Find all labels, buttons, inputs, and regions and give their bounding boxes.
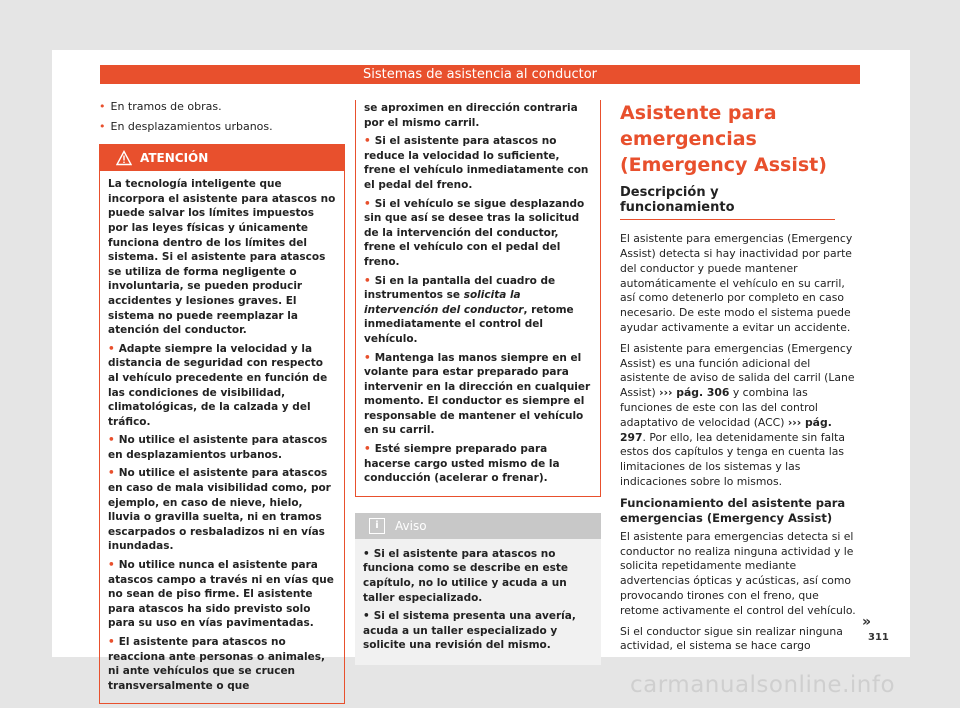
warning-body: [100, 171, 344, 703]
warning-intro: La tecnología inteligente que incorpora el asistente para atascos no puede salvar los límites impuestos por las leyes físicas y únicamente funciona dentro de los límites del sistema. Si el asistente para atascos se utiliza de forma negligente o involuntaria, se pueden producir accidentes y lesiones graves. El sistema no puede reemplazar la atención del conductor.: [108, 178, 336, 337]
note-body: [355, 539, 601, 665]
list-item: • No utilice el asistente para atascos en desplazamientos urbanos.: [108, 434, 328, 461]
list-item: • No utilice el asistente para atascos en caso de mala visibilidad como, por ejemplo, en caso de nieve, hielo, lluvia o gravilla suelta, ni en tramos escarpados o resbaladizos ni en vías inundadas.: [108, 467, 331, 553]
column-1: [99, 100, 345, 704]
page-reference-link[interactable]: ››› pág. 306: [659, 386, 730, 400]
list-item: • No utilice nunca el asistente para atascos campo a través ni en vías que no sean de piso firme. El asistente para atascos ha sido previsto solo para su uso en vías pavimentadas.: [108, 559, 334, 630]
list-item: • El asistente para atascos no reacciona ante personas o animales, ni ante vehículos que se crucen transversalmente o que: [108, 636, 325, 692]
warning-title: ATENCIÓN: [140, 150, 209, 165]
warning-triangle-icon: [116, 150, 132, 166]
watermark: carmanualsonline.info: [630, 672, 896, 698]
list-item: • En tramos de obras.: [99, 100, 222, 113]
list-item: • Si el asistente para atascos no funciona como se describe en este capítulo, no lo utilice y acuda a un taller especializado.: [363, 547, 568, 604]
list-item: • Si el asistente para atascos no reduce la velocidad lo suficiente, frene el vehículo inmediatamente con el pedal del freno.: [364, 135, 589, 191]
list-item: • Esté siempre preparado para hacerse cargo usted mismo de la conducción (acelerar o frenar).: [364, 443, 560, 485]
list-item: • En desplazamientos urbanos.: [99, 119, 273, 133]
info-icon: i: [369, 518, 385, 534]
list-item: • Adapte siempre la velocidad y la distancia de seguridad con respecto al vehículo precedente en función de las condiciones de visibilidad, climatológicas, de la calzada y del tráfico.: [108, 342, 328, 428]
italic-message: solicita la intervención del conductor: [364, 289, 524, 316]
page-number: 311: [868, 632, 889, 643]
warning-box: [99, 144, 345, 704]
heading: Funcionamiento del asistente para emergencias (Emergency Assist): [620, 495, 846, 525]
list-item: • Si el vehículo se sigue desplazando sin que así se desee tras la solicitud de la intervención del conductor, frene el vehículo con el pedal del freno.: [364, 197, 585, 268]
continue-mark: »: [862, 614, 872, 630]
paragraph: El asistente para emergencias (Emergency Assist) es una función adicional del asistente de aviso de salida del carril (Lane Assist) ››› pág. 306 y combina las funciones de este con las del control adaptativo de velocidad (ACC) ››› pág. 297. Por ello, lea detenidamente sin falta estos dos capítulos y tenga en cuenta las limitaciones de los sistemas y las indicaciones sobre lo mismos.: [620, 341, 855, 488]
list-item: • Mantenga las manos siempre en el volante para estar preparado para intervenir en la dirección en cualquier momento. El conductor es siempre el responsable de mantener el vehículo en su carril.: [364, 351, 591, 437]
note-header: [355, 513, 601, 539]
paragraph: Si el conductor sigue sin realizar ninguna actividad, el sistema se hace cargo: [620, 624, 843, 653]
warning-header: [100, 145, 344, 171]
page-reference-link[interactable]: ››› pág. 297: [620, 415, 832, 444]
page-header: Sistemas de asistencia al conductor: [100, 65, 860, 84]
subsection-title: Descripción y funcionamiento: [620, 186, 835, 220]
warning-continued: [355, 100, 601, 497]
note-title: Aviso: [395, 518, 427, 533]
column-2: [355, 100, 601, 665]
list-item: • Si en la pantalla del cuadro de instrumentos se solicita la intervención del conductor, retome inmediatamente el control del vehículo.: [364, 274, 574, 345]
section-title: Asistente para emergencias (Emergency Assist): [620, 102, 827, 176]
note-box: [355, 513, 601, 665]
list-item: • Si el sistema presenta una avería, acuda a un taller especializado y solicite una revisión del mismo.: [363, 610, 576, 652]
paragraph: El asistente para emergencias detecta si el conductor no realiza ninguna actividad y le solicita repetidamente mediante advertencias ópticas y acústicas, así como provocando tirones con el freno, que retome activamente el control del vehículo.: [620, 529, 856, 617]
paragraph: El asistente para emergencias (Emergency Assist) detecta si hay inactividad por parte del conductor y puede mantener automáticamente el vehículo en su carril, así como detenerlo por completo en caso necesario. De este modo el sistema puede ayudar activamente a evitar un accidente.: [620, 232, 853, 334]
column-3: [620, 100, 860, 660]
warning-continued-text: se aproximen en dirección contraria por el mismo carril.: [364, 102, 578, 129]
